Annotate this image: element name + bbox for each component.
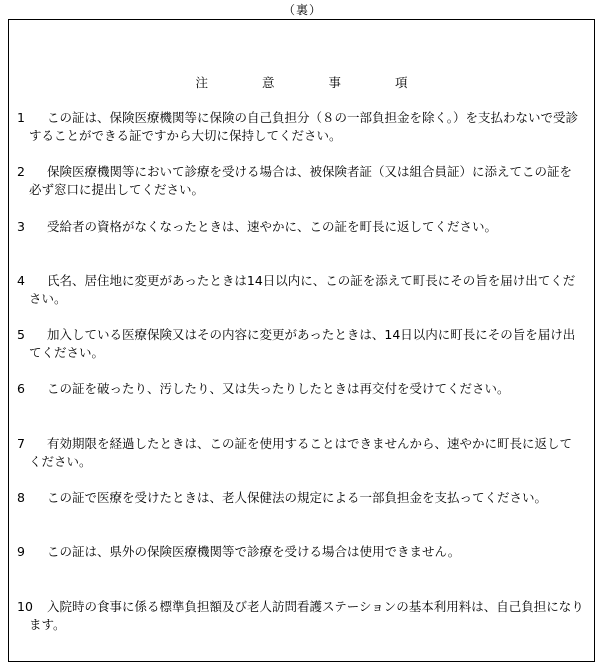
heading-char: 項 [395, 75, 408, 90]
note-number: 5 [17, 327, 25, 343]
note-text: この証は、保険医療機関等に保険の自己負担分（８の一部負担金を除く。）を支払わないで受診することができる証ですから大切に保持してください。 [29, 110, 579, 143]
notice-heading [9, 75, 594, 91]
note-number: 10 [17, 598, 33, 614]
note-item [17, 218, 584, 254]
note-number: 3 [17, 218, 25, 234]
note-text: 受給者の資格がなくなったときは、速やかに、この証を町長に返してください。 [47, 218, 498, 234]
note-number: 1 [17, 110, 25, 125]
note-text: 入院時の食事に係る標準負担額及び老人訪問看護ステーションの基本利用料は、自己負担になります。 [29, 598, 584, 632]
note-text: この証は、県外の保険医療機関等で診療を受ける場合は使用できません。 [47, 544, 461, 560]
note-item [17, 598, 584, 634]
heading-char: 事 [328, 75, 342, 90]
note-item [17, 109, 584, 145]
notice-frame [8, 19, 595, 662]
note-number: 7 [17, 435, 25, 451]
page-side-label: （裏） [282, 3, 322, 17]
note-item [17, 489, 584, 525]
note-text: この証で医療を受けたときは、老人保健法の規定による一部負担金を支払ってください。 [47, 490, 548, 506]
note-item [17, 326, 584, 362]
note-text: 有効期限を経過したときは、この証を使用することはできませんから、速やかに町長に返してください。 [29, 435, 573, 469]
note-number: 8 [17, 490, 25, 506]
note-number: 4 [17, 272, 25, 288]
note-item [17, 435, 584, 471]
notes-list [17, 109, 584, 652]
note-number: 6 [17, 381, 25, 397]
note-item [17, 163, 584, 199]
note-text: 加入している医療保険又はその内容に変更があったときは、14日以内に町長にその旨を届け出てください。 [29, 327, 576, 361]
note-text: この証を破ったり、汚したり、又は失ったりしたときは再交付を受けてください。 [47, 381, 510, 397]
note-text: 氏名、居住地に変更があったときは14日以内に、この証を添えて町長にその旨を届け出てください。 [29, 272, 576, 306]
note-item [17, 543, 584, 579]
note-number: 2 [17, 164, 25, 180]
note-item [17, 380, 584, 416]
note-item [17, 272, 584, 308]
note-number: 9 [17, 544, 25, 560]
heading-char: 注 [195, 75, 208, 90]
heading-char: 意 [261, 75, 275, 90]
note-text: 保険医療機関等において診療を受ける場合は、被保険者証（又は組合員証）に添えてこの証を必ず窓口に提出してください。 [29, 164, 573, 198]
